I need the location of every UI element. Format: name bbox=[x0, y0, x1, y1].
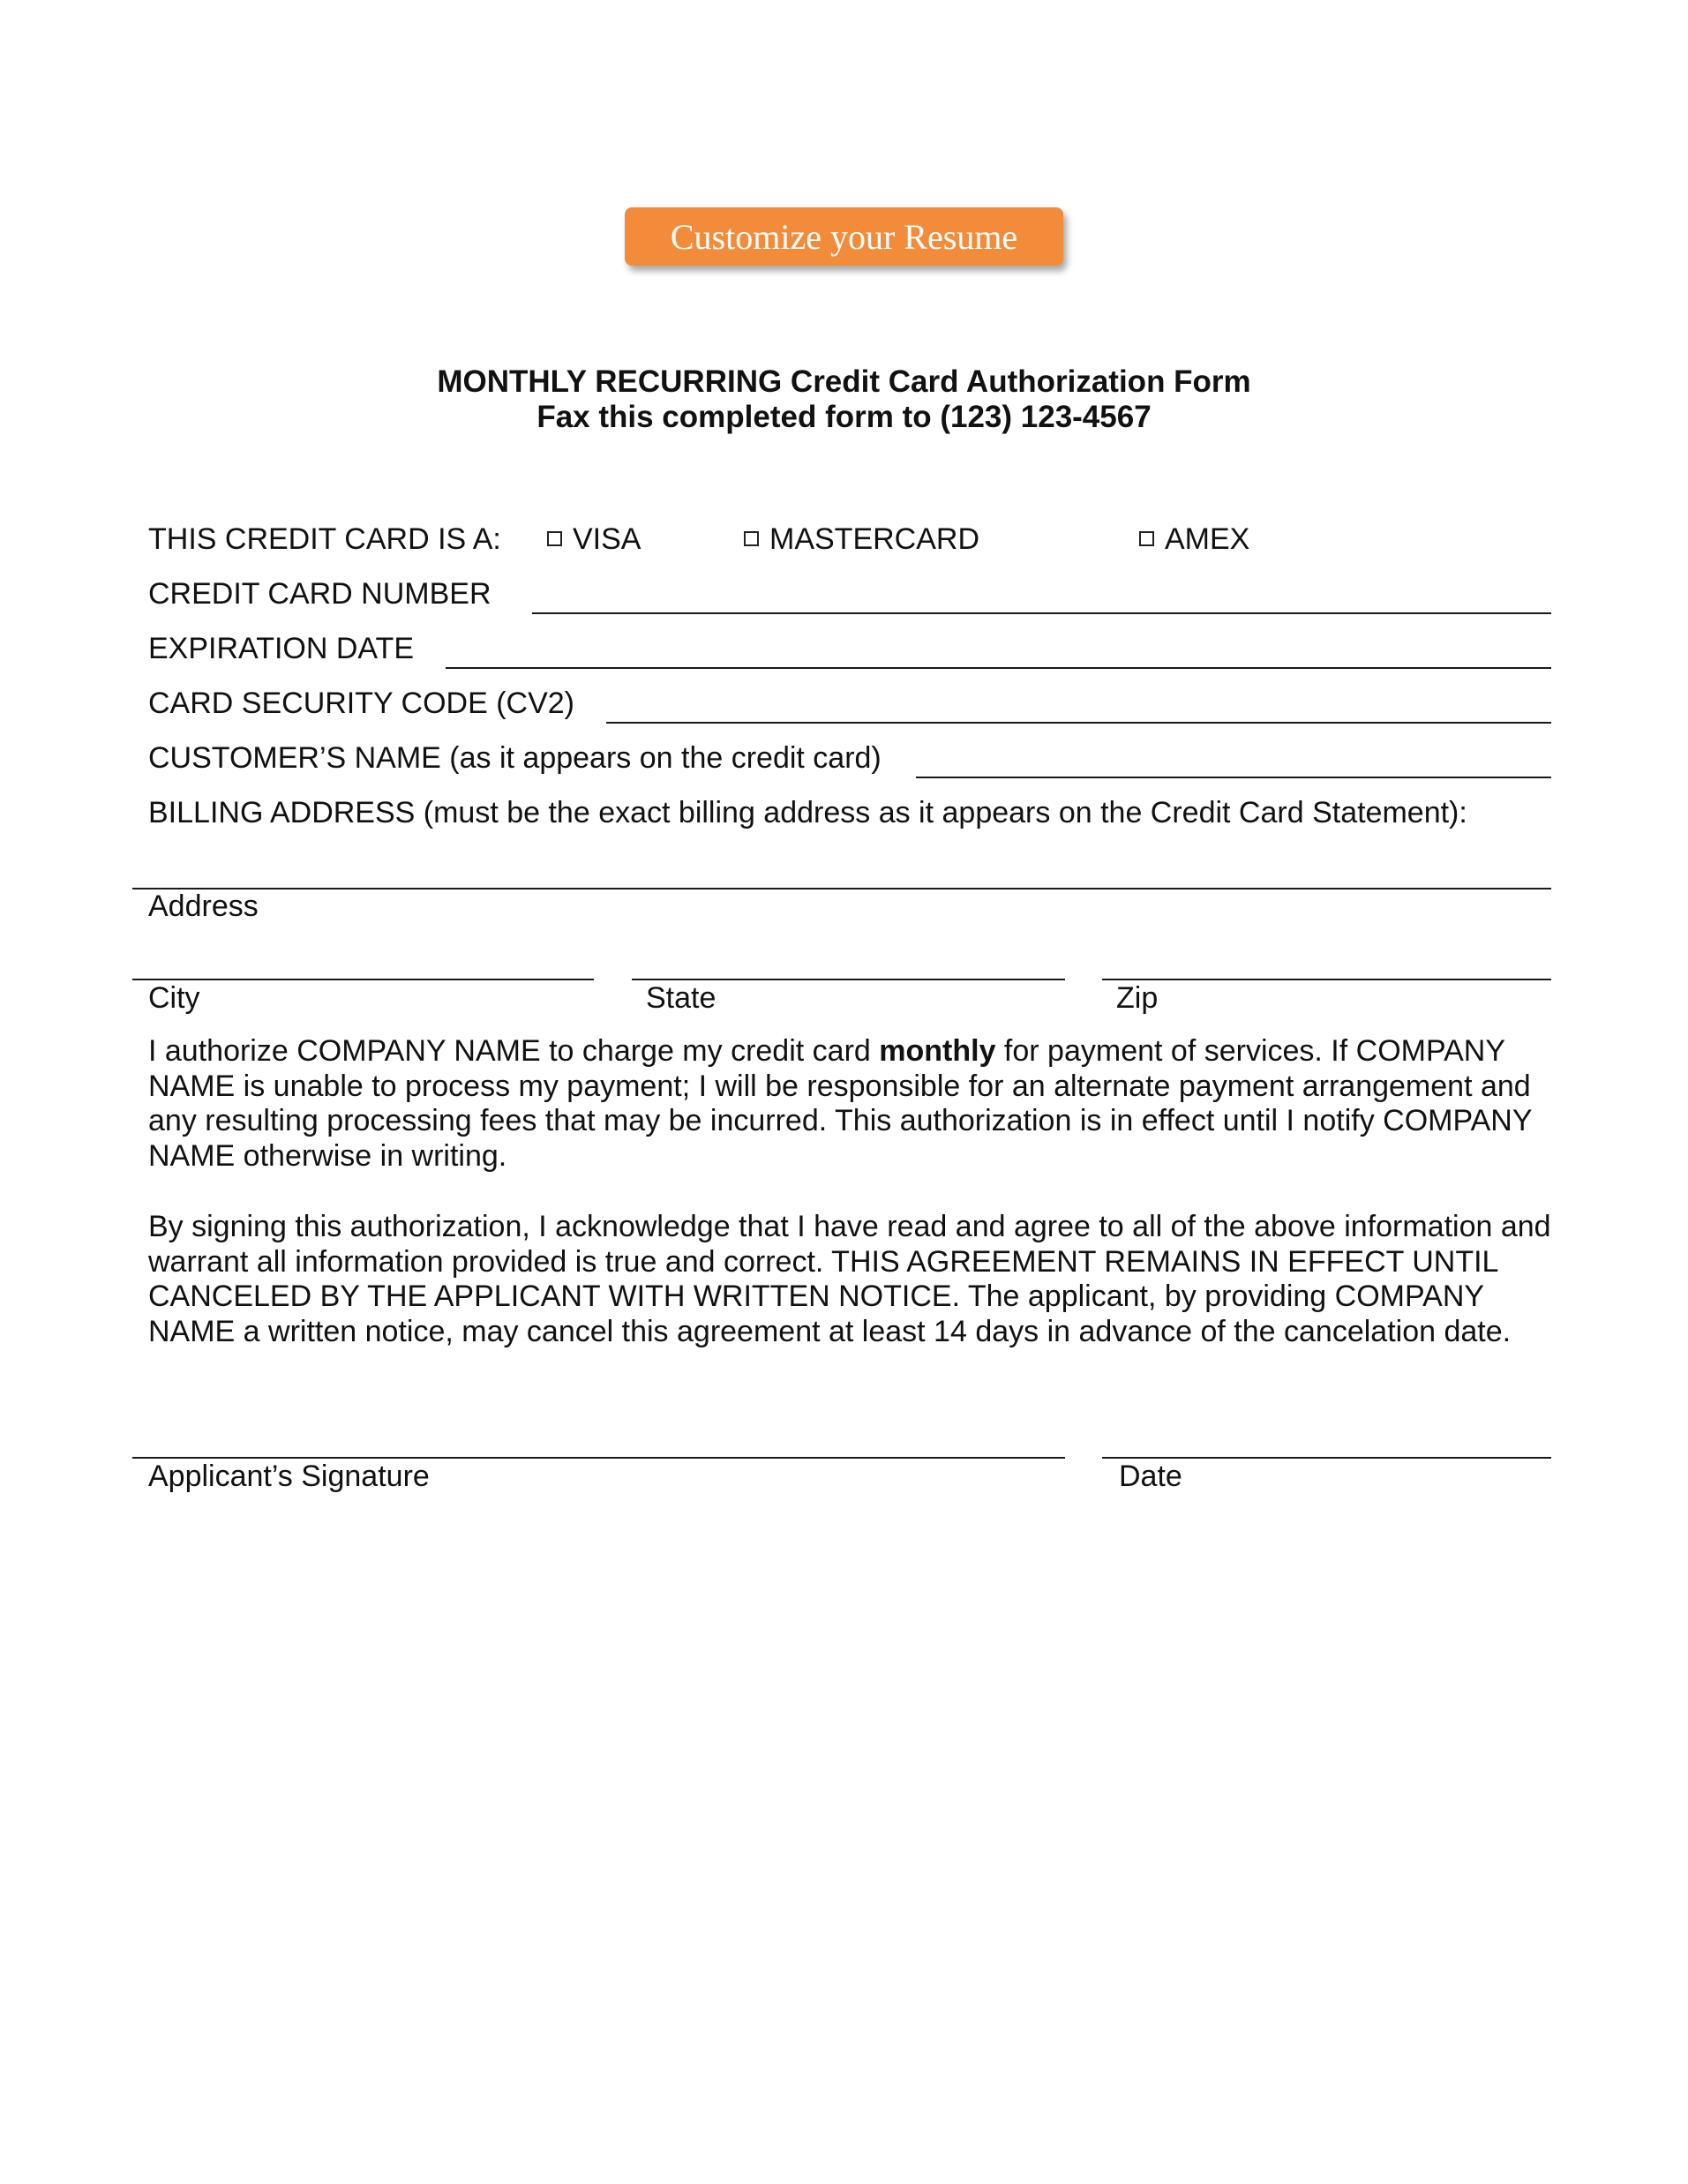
security-code-label: CARD SECURITY CODE (CV2) bbox=[148, 687, 574, 720]
card-type-label: THIS CREDIT CARD IS A: bbox=[148, 522, 501, 556]
visa-checkbox[interactable] bbox=[547, 531, 562, 546]
amex-label: AMEX bbox=[1165, 522, 1250, 556]
monthly-emphasis: monthly bbox=[879, 1034, 996, 1068]
expiration-label: EXPIRATION DATE bbox=[148, 632, 415, 665]
address-label: Address bbox=[148, 889, 259, 923]
security-code-field[interactable] bbox=[606, 722, 1551, 724]
customer-name-field[interactable] bbox=[916, 777, 1551, 778]
acknowledgement-paragraph: By signing this authorization, I acknowledge that I have read and agree to all of the above information and warrant all information provided is true and correct. THIS AGREEMENT REMAINS IN EFFECT UNTIL CANCELED BY THE APPLICANT WITH WRITTEN NOTICE. The applicant, by providing COMPANY NAME a written notice, may cancel this agreement at least 14 days in advance of the cancelation date. bbox=[148, 1210, 1551, 1348]
authorization-paragraph: I authorize COMPANY NAME to charge my credit card monthly for payment of services. If COMPANY NAME is unable to process my payment; I will be responsible for an alternate payment arrangement and any resulting processing fees that may be incurred. This authorization is in effect until I notify COMPANY NAME otherwise in writing. bbox=[148, 1034, 1532, 1173]
customer-name-label: CUSTOMER’S NAME (as it appears on the credit card) bbox=[148, 741, 882, 775]
city-field[interactable] bbox=[132, 979, 594, 980]
amex-checkbox[interactable] bbox=[1139, 531, 1154, 546]
form-subtitle: Fax this completed form to (123) 123-4567 bbox=[536, 400, 1152, 434]
mastercard-checkbox[interactable] bbox=[744, 531, 759, 546]
form-title: MONTHLY RECURRING Credit Card Authorization Form bbox=[437, 364, 1251, 399]
visa-option[interactable] bbox=[547, 522, 641, 557]
city-label: City bbox=[148, 981, 200, 1015]
visa-label: VISA bbox=[573, 522, 641, 556]
mastercard-option[interactable] bbox=[744, 522, 979, 557]
expiration-field[interactable] bbox=[446, 667, 1551, 669]
zip-label: Zip bbox=[1116, 981, 1159, 1015]
amex-option[interactable] bbox=[1139, 522, 1249, 557]
card-number-field[interactable] bbox=[532, 612, 1551, 614]
signature-label: Applicant’s Signature bbox=[148, 1460, 430, 1493]
customize-resume-button[interactable]: Customize your Resume bbox=[625, 207, 1063, 266]
zip-field[interactable] bbox=[1102, 979, 1551, 980]
address-field[interactable] bbox=[132, 888, 1551, 889]
card-number-label: CREDIT CARD NUMBER bbox=[148, 577, 491, 611]
state-label: State bbox=[646, 981, 716, 1015]
date-label: Date bbox=[1119, 1460, 1182, 1493]
billing-address-label: BILLING ADDRESS (must be the exact billing address as it appears on the Credit Card Statement): bbox=[148, 796, 1467, 829]
mastercard-label: MASTERCARD bbox=[769, 522, 980, 556]
